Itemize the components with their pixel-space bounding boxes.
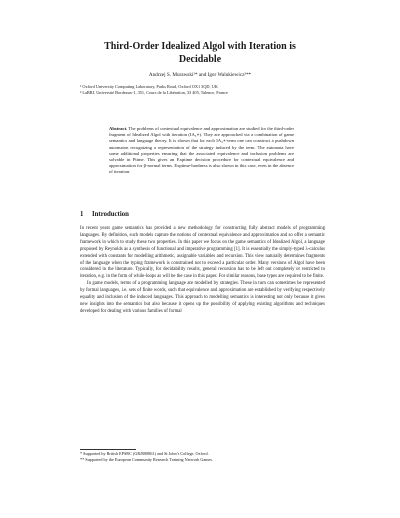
paper-title: [60, 40, 340, 66]
body-paragraph-1: In recent years game semantics has provided a new methodology for constructing fully abstract models of programming languages. By definition, such models capture the notions of contextual equivalence and approximation and so offer a semantic framework in which to study these two properties. In this paper we focus on the game semantics of Idealized Algol, a language proposed by Reynolds as a synthesis of functional and imperative programming [1]. It is essentially the simply-typed λ-calculus extended with constants for modelling arithmetic, assignable variables and recursion. This view naturally determines fragments of the language when the typing framework is constrained not to exceed a particular order. Many versions of Algol have been considered in the literature. Typically, for decidability results, general recursion has to be left out completely or restricted to iteration, e.g. in the form of while-loops as will be the case in this paper. For similar reasons, base types are required to be finite.: [80, 226, 325, 280]
title-line-2: Decidable: [178, 54, 222, 65]
footnote-rule: [80, 449, 136, 450]
abstract-label: Abstract.: [109, 126, 128, 131]
affiliation-2: ² LaBRI, Université Bordeaux-1, 351, Cours de la Libération, 33 405, Talence, France: [80, 90, 228, 95]
abstract-text: The problems of contextual equivalence and approximation are studied for the third-order fragment of Idealized Algol with iteration (IA₃∗). They are approached via a combination of game semantics and language theory. It is shown that for each IA₃∗-term one can construct a pushdown automaton recognizing a representation of the strategy induced by the term. The automata have some additional properties ensuring that the associated equivalence and inclusion problems are solvable in Ptime. This gives an Exptime decision procedure for contextual equivalence and approximation for β-normal terms. Exptime-hardness is also shown in this case, even in the absence of iteration.: [109, 126, 294, 175]
footnote-2: ** Supported by the European Community Research Training Network Games.: [80, 457, 214, 462]
author-list: Andrzej S. Murawski¹* and Igor Walukiewicz²**: [148, 72, 252, 78]
abstract: [109, 126, 294, 176]
affiliations: [80, 84, 320, 96]
body-text: [80, 226, 325, 316]
footnote-1: * Supported by British EPSRC (GR/R88861) and St John’s College, Oxford.: [80, 451, 209, 456]
body-paragraph-2: In game models, terms of a programming language are modelled by strategies. These in turn can sometimes be represented by formal languages, i.e. sets of finite words, such that equivalence and approximation are established by verifying respectively equality and inclusion of the induced languages. This approach to modelling semantics is interesting not only because it gives new insights into the semantics but also because it opens up the possibility of applying existing algorithms and techniques developed for dealing with various families of formal: [80, 281, 325, 314]
title-line-1: Third-Order Idealized Algol with Iteration is: [104, 41, 296, 52]
footnotes: [80, 451, 325, 463]
section-title: Introduction: [92, 211, 129, 218]
section-heading: [80, 210, 340, 219]
section-number: 1: [80, 211, 84, 218]
affiliation-1: ¹ Oxford University Computing Laboratory, Parks Road, Oxford OX1 3QD, UK: [80, 84, 218, 89]
